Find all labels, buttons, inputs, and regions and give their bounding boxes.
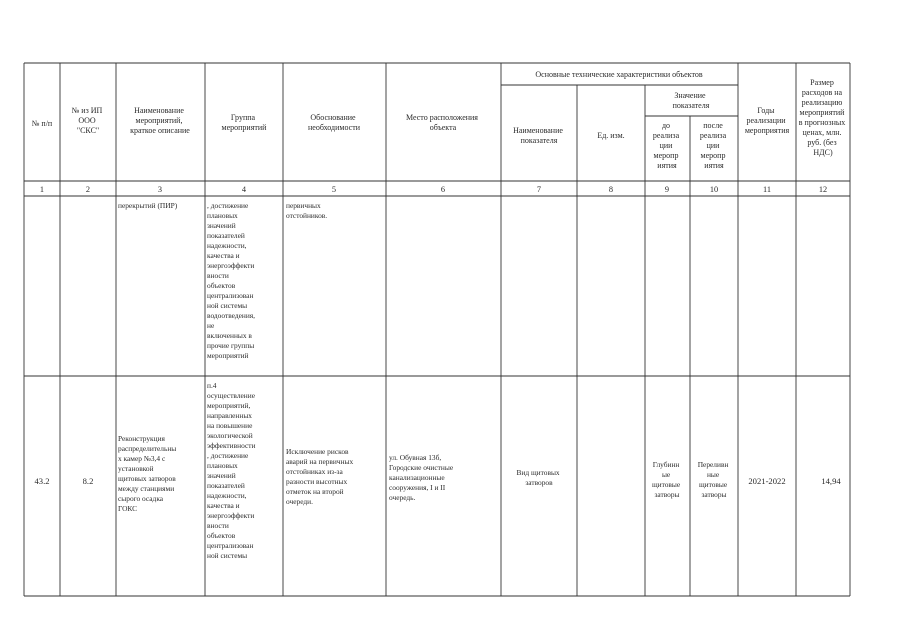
column-number: 11	[763, 185, 771, 194]
row-a-col5: первичных отстойников.	[286, 201, 328, 220]
column-number: 9	[664, 185, 670, 194]
header-col10: после реализа ции меропр иятия	[699, 121, 727, 170]
column-number: 2	[85, 185, 91, 194]
header-col11: Годы реализации мероприятия	[744, 106, 790, 135]
column-number: 10	[709, 185, 719, 194]
row-b-measure-group: п.4 осуществление мероприятий, направленных на повышение экологической эффективности , достижение плановых значений показателей надежности, качества и энергоэффекти вности объектов централизован ной системы	[207, 381, 256, 560]
column-number: 1	[39, 185, 45, 194]
column-number: 6	[440, 185, 446, 194]
header-group: Основные технические характеристики объектов	[535, 70, 703, 79]
header-col7: Наименование показателя	[513, 126, 563, 145]
header-value-group: Значение показателя	[672, 91, 710, 110]
row-b-measure-name: Реконструкция распределительны х камер №3,4 с установкой щитовых затворов между станциями сырого осадка ГОКС	[118, 434, 177, 513]
header-col12: Размер расходов на реализацию мероприятий в прогнозных ценах, млн. руб. (без НДС)	[798, 78, 846, 157]
header-col6: Место расположения объекта	[406, 113, 478, 132]
row-b-value-before: Глубинн ые щитовые затворы	[651, 460, 681, 499]
header-col3: Наименование мероприятий, краткое описание	[130, 106, 190, 135]
column-number: 5	[331, 185, 337, 194]
row-b-years: 2021-2022	[748, 476, 786, 486]
row-b-ip-number: 8.2	[82, 476, 94, 486]
column-number: 8	[608, 185, 614, 194]
table-row	[34, 381, 841, 560]
row-b-value-after: Переливн ные щитовые затворы	[697, 460, 729, 499]
column-number: 7	[536, 185, 542, 194]
column-number: 3	[157, 185, 163, 194]
header-col9: до реализа ции меропр иятия	[652, 121, 680, 170]
table-row	[118, 201, 327, 360]
row-b-justification: Исключение рисков аварий на первичных отстойниках из-за разности высотных отметок на второй очереди.	[286, 447, 354, 506]
row-b-indicator-name: Вид щитовых затворов	[516, 468, 560, 487]
row-b-cost: 14,94	[821, 476, 841, 486]
column-number: 4	[241, 185, 247, 194]
header-col4: Группа мероприятий	[221, 113, 267, 132]
row-a-col4: , достижение плановых значений показателей надежности, качества и энергоэффекти вности объектов централизован ной системы водоотведения, не включенных в прочие группы мероприятий	[207, 201, 256, 360]
row-b-location: ул. Обувная 13б, Городские очистные канализационные сооружения, I и II очередь.	[389, 453, 454, 502]
header-col8: Ед. изм.	[597, 131, 625, 140]
row-b-number: 43.2	[34, 476, 50, 486]
header-col2: № из ИП ООО "СКС"	[71, 106, 103, 135]
row-a-col3: перекрытий (ПИР)	[118, 201, 178, 210]
header-col5: Обоснование необходимости	[307, 113, 361, 132]
table-grid	[24, 63, 850, 596]
column-number: 12	[818, 185, 828, 194]
column-numbers-row	[40, 185, 827, 194]
header-col1: № п/п	[31, 119, 53, 128]
